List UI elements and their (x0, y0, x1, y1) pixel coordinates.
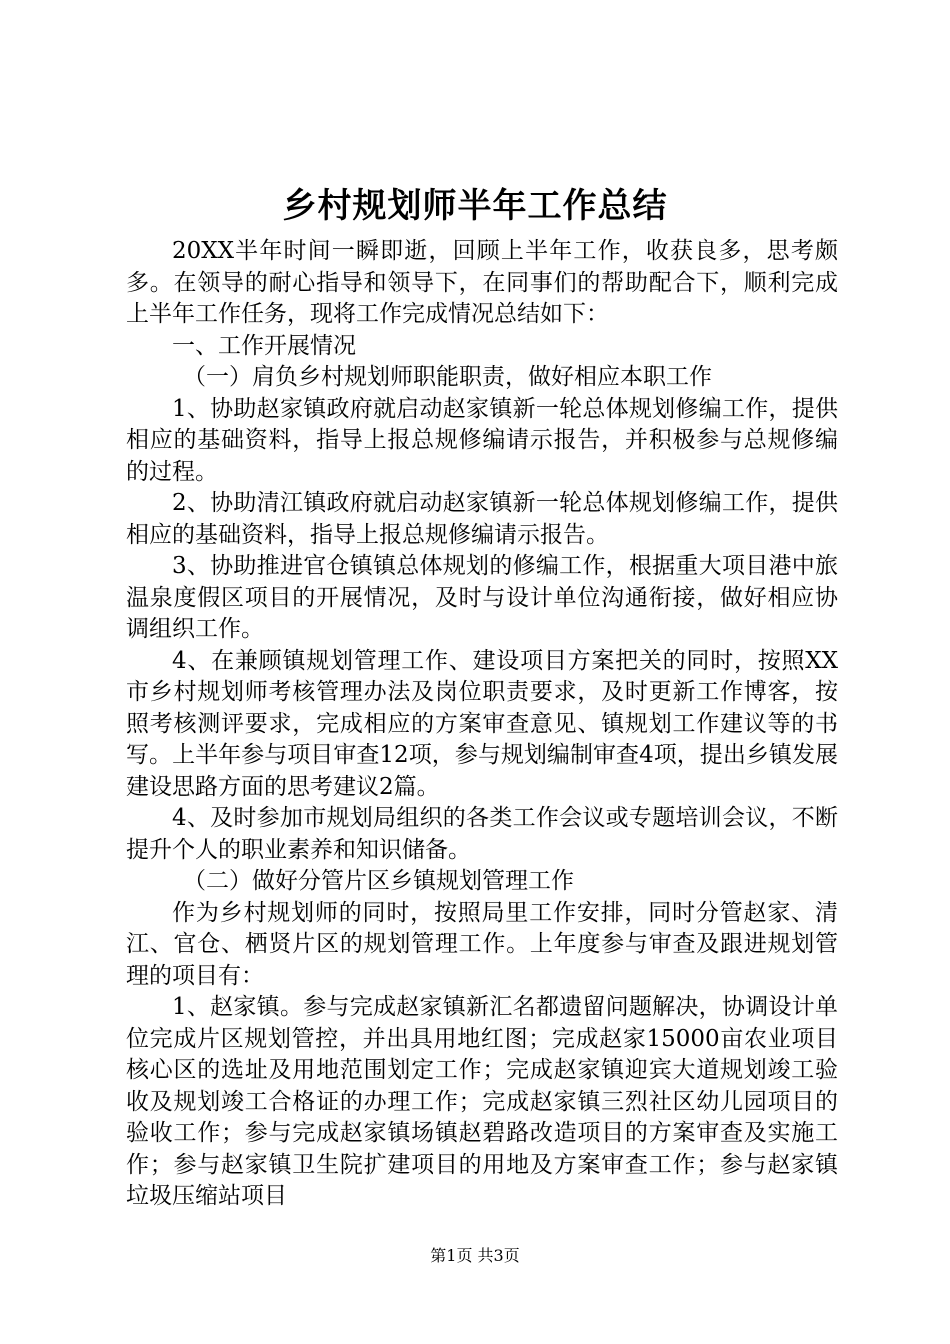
paragraph-zhaojia-town: 1、赵家镇。参与完成赵家镇新汇名都遗留问题解决，协调设计单位完成片区规划管控，并出具用地红图；完成赵家15000亩农业项目核心区的选址及用地范围划定工作；完成赵家镇迎宾大道规划竣工验收及规划竣工合格证的办理工作；完成赵家镇三烈社区幼儿园项目的验收工作；参与完成赵家镇场镇赵碧路改造项目的方案审查及实施工作；参与赵家镇卫生院扩建项目的用地及方案审查工作；参与赵家镇垃圾压缩站项目 (126, 994, 838, 1209)
paragraph-item-4a: 4、在兼顾镇规划管理工作、建设项目方案把关的同时，按照XX市乡村规划师考核管理办法及岗位职责要求，及时更新工作博客，按照考核测评要求，完成相应的方案审查意见、镇规划工作建议等的书写。上半年参与项目审查12项，参与规划编制审查4项，提出乡镇发展建设思路方面的思考建议2篇。 (126, 647, 838, 800)
heading-work-progress: 一、工作开展情况 (172, 332, 356, 359)
paragraph-item-4b: 4、及时参加市规划局组织的各类工作会议或专题培训会议，不断提升个人的职业素养和知识储备。 (126, 805, 838, 863)
page-footer: 第1页 共3页 (430, 1246, 520, 1265)
subheading-district-management: （二）做好分管片区乡镇规划管理工作 (183, 868, 574, 894)
paragraph-district-intro: 作为乡村规划师的同时，按照局里工作安排，同时分管赵家、清江、官仓、栖贤片区的规划管理工作。上年度参与审查及跟进规划管理的项目有： (126, 899, 838, 989)
document-title: 乡村规划师半年工作总结 (282, 186, 668, 226)
paragraph-intro: 20XX半年时间一瞬即逝，回顾上半年工作，收获良多，思考颇多。在领导的耐心指导和领导下，在同事们的帮助配合下，顺利完成上半年工作任务，现将工作完成情况总结如下： (126, 238, 838, 327)
document-body (126, 236, 838, 1213)
paragraph-item-3: 3、协助推进官仓镇镇总体规划的修编工作，根据重大项目港中旅温泉度假区项目的开展情况，及时与设计单位沟通衔接，做好相应协调组织工作。 (126, 553, 838, 642)
paragraph-item-1: 1、协助赵家镇政府就启动赵家镇新一轮总体规划修编工作，提供相应的基础资料，指导上报总规修编请示报告，并积极参与总规修编的过程。 (126, 395, 838, 485)
subheading-duties: （一）肩负乡村规划师职能职责，做好相应本职工作 (183, 364, 712, 390)
paragraph-item-2: 2、协助清江镇政府就启动赵家镇新一轮总体规划修编工作，提供相应的基础资料，指导上报总规修编请示报告。 (126, 490, 838, 548)
